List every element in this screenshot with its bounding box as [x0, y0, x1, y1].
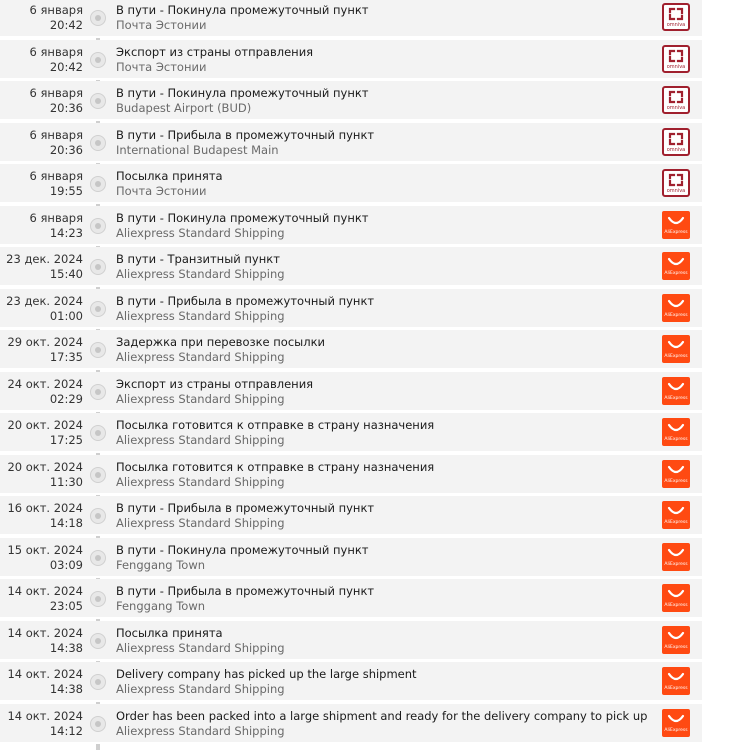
timeline-dot-icon — [90, 550, 106, 566]
aliexpress-logo-icon — [662, 584, 690, 612]
aliexpress-wordmark: AliExpress — [664, 271, 688, 276]
event-date: 6 января — [29, 44, 83, 59]
timeline-dot-icon — [90, 467, 106, 483]
aliexpress-logo-icon — [662, 377, 690, 405]
event-status: Order has been packed into a large shipment and ready for the delivery company to pick up — [116, 708, 648, 723]
event-status: Посылка принята — [116, 625, 223, 640]
tracking-event-row — [0, 621, 702, 661]
tracking-event-row — [0, 579, 702, 619]
timeline-dot-icon — [90, 259, 106, 275]
aliexpress-logo-icon — [662, 335, 690, 363]
timeline-dot-icon — [90, 633, 106, 649]
tracking-event-row — [0, 372, 702, 412]
event-status: Задержка при перевозке посылки — [116, 335, 326, 349]
omniva-logo-icon — [662, 128, 690, 156]
event-date: 14 окт. 2024 — [7, 584, 83, 598]
event-status: В пути - Прибыла в промежуточный пункт — [116, 501, 375, 515]
timeline-dot-icon — [90, 425, 106, 441]
aliexpress-logo-icon — [662, 294, 690, 322]
event-time: 14:18 — [49, 516, 83, 530]
event-location: Aliexpress Standard Shipping — [116, 225, 285, 240]
omniva-wordmark: omniva — [666, 146, 686, 153]
event-time: 23:05 — [49, 599, 83, 613]
tracking-event-row — [0, 0, 702, 38]
timeline-dot-icon — [90, 135, 106, 151]
event-status: Посылка готовится к отправке в страну назначения — [116, 418, 435, 432]
event-date: 14 окт. 2024 — [7, 667, 83, 681]
aliexpress-wordmark: AliExpress — [664, 644, 688, 650]
aliexpress-wordmark: AliExpress — [664, 561, 688, 567]
aliexpress-wordmark: AliExpress — [664, 727, 688, 733]
event-status: В пути - Покинула промежуточный пункт — [116, 3, 369, 17]
timeline-dot-icon — [90, 716, 106, 732]
tracking-event-row — [0, 704, 702, 744]
aliexpress-wordmark: AliExpress — [664, 312, 688, 318]
tracking-event-row — [0, 538, 702, 578]
omniva-logo-icon — [662, 45, 690, 73]
omniva-wordmark: omniva — [666, 188, 686, 194]
omniva-logo-icon — [662, 86, 690, 114]
aliexpress-wordmark: AliExpress — [664, 686, 688, 691]
tracking-event-row — [0, 81, 702, 121]
event-status: В пути - Прибыла в промежуточный пункт — [116, 127, 375, 142]
event-date: 6 января — [29, 210, 83, 225]
event-location: Aliexpress Standard Shipping — [116, 640, 285, 655]
timeline-dot-icon — [90, 301, 106, 317]
event-date: 23 дек. 2024 — [6, 252, 83, 266]
tracking-event-row — [0, 247, 702, 287]
aliexpress-wordmark: AliExpress — [664, 603, 688, 608]
aliexpress-wordmark: AliExpress — [664, 478, 688, 484]
event-location: Aliexpress Standard Shipping — [116, 391, 285, 406]
tracking-event-row — [0, 455, 702, 495]
timeline-dot-icon — [90, 52, 106, 68]
event-date: 14 окт. 2024 — [7, 625, 83, 640]
tracking-event-row — [0, 330, 702, 370]
omniva-wordmark: omniva — [666, 105, 686, 111]
event-status: Экспорт из страны отправления — [116, 44, 314, 59]
timeline-dot-icon — [90, 384, 106, 400]
event-status: Delivery company has picked up the large shipment — [116, 667, 417, 681]
timeline-dot-icon — [90, 674, 106, 690]
event-date: 6 января — [29, 3, 83, 17]
omniva-wordmark: omniva — [666, 63, 686, 70]
event-time: 14:38 — [49, 682, 83, 696]
event-location: Почта Эстонии — [116, 59, 207, 74]
event-status: В пути - Прибыла в промежуточный пункт — [116, 293, 375, 308]
event-location: Aliexpress Standard Shipping — [116, 350, 285, 364]
event-location: Fenggang Town — [116, 557, 206, 572]
aliexpress-logo-icon — [662, 418, 690, 446]
timeline-dot-icon — [90, 10, 106, 26]
event-time: 20:36 — [49, 142, 83, 157]
event-status: В пути - Покинула промежуточный пункт — [116, 86, 369, 100]
aliexpress-wordmark: AliExpress — [664, 354, 688, 359]
event-time: 15:40 — [49, 267, 83, 281]
event-status: В пути - Покинула промежуточный пункт — [116, 210, 369, 225]
event-time: 11:30 — [49, 474, 83, 489]
event-time: 17:25 — [49, 433, 83, 447]
event-time: 03:09 — [49, 557, 83, 572]
event-date: 16 окт. 2024 — [7, 501, 83, 515]
tracking-event-row — [0, 496, 702, 536]
aliexpress-wordmark: AliExpress — [664, 229, 688, 235]
event-status: В пути - Транзитный пункт — [116, 252, 280, 266]
omniva-logo-icon — [662, 3, 690, 31]
timeline-dot-icon — [90, 218, 106, 234]
timeline-dot-icon — [90, 342, 106, 358]
event-location: Fenggang Town — [116, 599, 206, 613]
event-time: 20:42 — [49, 59, 83, 74]
aliexpress-wordmark: AliExpress — [664, 437, 688, 442]
event-date: 6 января — [29, 127, 83, 142]
event-date: 6 января — [29, 86, 83, 100]
event-time: 14:23 — [49, 225, 83, 240]
aliexpress-logo-icon — [662, 626, 690, 654]
tracking-event-row — [0, 40, 702, 80]
tracking-event-row — [0, 413, 702, 453]
timeline-dot-icon — [90, 591, 106, 607]
tracking-event-row — [0, 164, 702, 204]
event-time: 01:00 — [49, 308, 83, 323]
event-date: 24 окт. 2024 — [7, 376, 83, 391]
aliexpress-wordmark: AliExpress — [664, 520, 688, 525]
event-status: Посылка принята — [116, 169, 223, 183]
event-time: 14:12 — [49, 723, 83, 738]
aliexpress-wordmark: AliExpress — [664, 395, 688, 401]
tracking-event-row — [0, 289, 702, 329]
event-status: В пути - Покинула промежуточный пункт — [116, 542, 369, 557]
timeline-dot-icon — [90, 93, 106, 109]
event-time: 14:38 — [49, 640, 83, 655]
aliexpress-logo-icon — [662, 211, 690, 239]
aliexpress-logo-icon — [662, 252, 690, 280]
event-date: 29 окт. 2024 — [7, 335, 83, 349]
event-status: В пути - Прибыла в промежуточный пункт — [116, 584, 375, 598]
event-status: Экспорт из страны отправления — [116, 376, 314, 391]
aliexpress-logo-icon — [662, 460, 690, 488]
event-time: 17:35 — [49, 350, 83, 364]
aliexpress-logo-icon — [662, 501, 690, 529]
tracking-event-row — [0, 123, 702, 163]
event-date: 6 января — [29, 169, 83, 183]
event-location: Почта Эстонии — [116, 184, 207, 198]
event-date: 20 окт. 2024 — [7, 459, 83, 474]
event-status: Посылка готовится к отправке в страну назначения — [116, 459, 435, 474]
omniva-wordmark: omniva — [666, 22, 686, 28]
event-time: 20:36 — [49, 101, 83, 115]
event-location: Aliexpress Standard Shipping — [116, 682, 285, 696]
event-time: 20:42 — [49, 18, 83, 32]
omniva-logo-icon — [662, 169, 690, 197]
event-time: 02:29 — [49, 391, 83, 406]
timeline-dot-icon — [90, 508, 106, 524]
event-location: Aliexpress Standard Shipping — [116, 516, 285, 530]
event-location: International Budapest Main — [116, 142, 279, 157]
event-location: Aliexpress Standard Shipping — [116, 474, 285, 489]
tracking-event-row — [0, 662, 702, 702]
event-location: Aliexpress Standard Shipping — [116, 723, 285, 738]
event-date: 14 окт. 2024 — [7, 708, 83, 723]
aliexpress-logo-icon — [662, 709, 690, 737]
tracking-event-row — [0, 206, 702, 246]
event-location: Aliexpress Standard Shipping — [116, 433, 285, 447]
event-date: 20 окт. 2024 — [7, 418, 83, 432]
event-date: 23 дек. 2024 — [6, 293, 83, 308]
event-location: Aliexpress Standard Shipping — [116, 308, 285, 323]
aliexpress-logo-icon — [662, 667, 690, 695]
aliexpress-logo-icon — [662, 543, 690, 571]
event-location: Почта Эстонии — [116, 18, 207, 32]
event-location: Aliexpress Standard Shipping — [116, 267, 285, 281]
timeline-dot-icon — [90, 176, 106, 192]
event-time: 19:55 — [49, 184, 83, 198]
event-date: 15 окт. 2024 — [7, 542, 83, 557]
event-location: Budapest Airport (BUD) — [116, 101, 252, 115]
